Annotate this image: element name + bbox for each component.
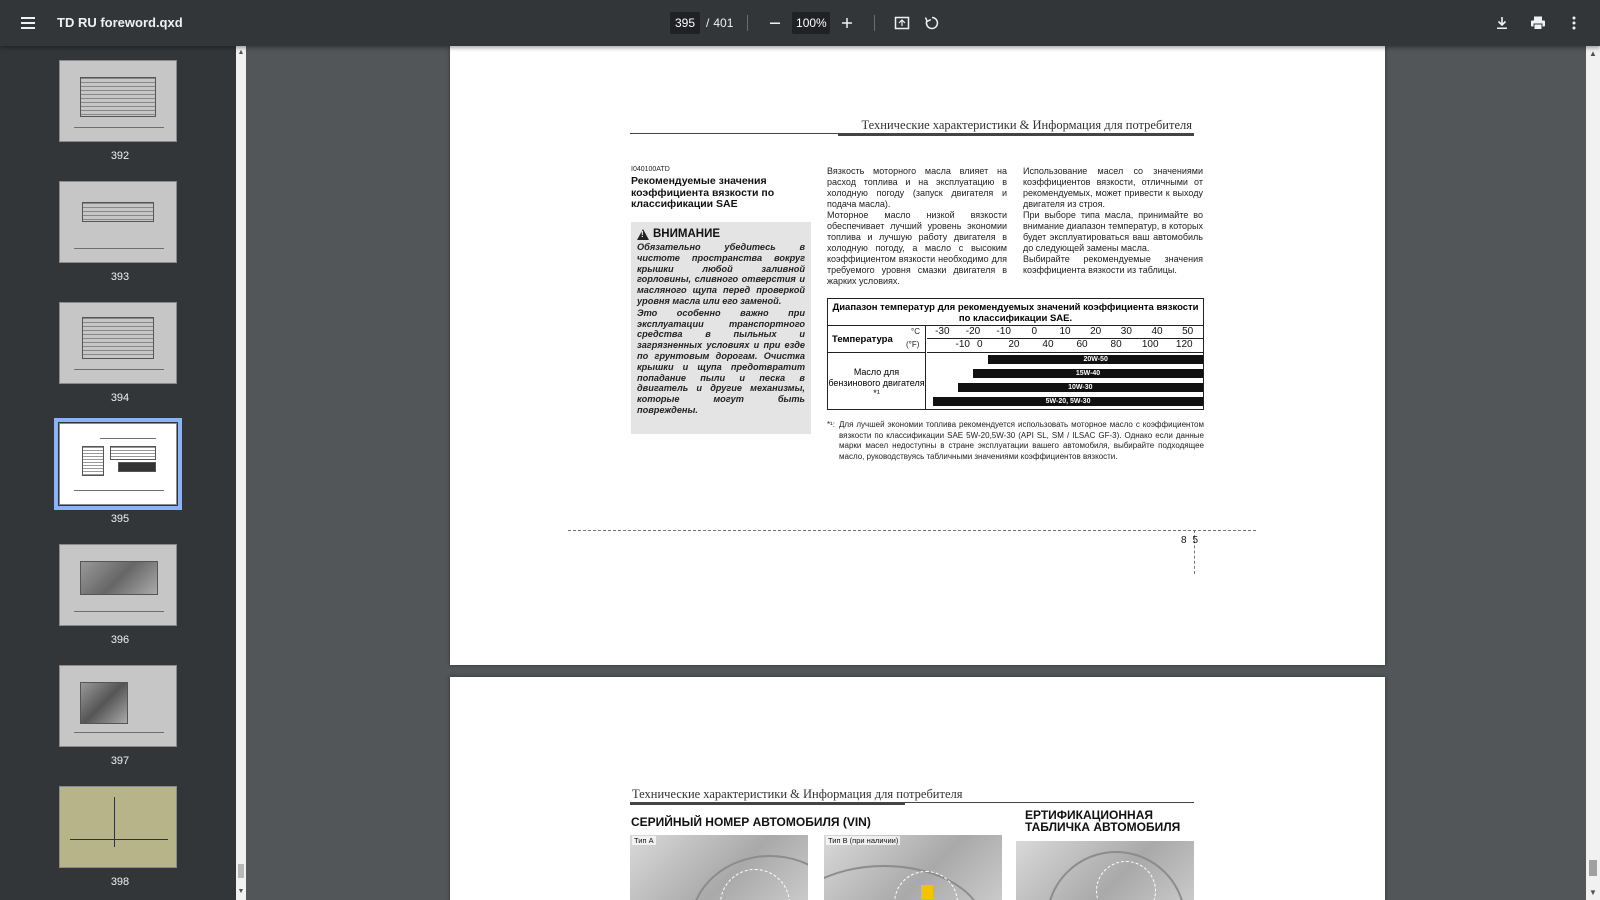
fahrenheit-tick: 100 xyxy=(1141,339,1159,350)
thumbnail-label: 396 xyxy=(110,634,130,646)
fahrenheit-tick: 20 xyxy=(1008,339,1020,350)
temperature-label: Температура xyxy=(828,326,926,353)
fahrenheit-scale xyxy=(927,339,1203,353)
thumbnail-image xyxy=(59,423,177,505)
thumbnail-page-397[interactable] xyxy=(55,665,181,767)
thumbnail-page-393[interactable] xyxy=(55,181,181,283)
thumbnail-page-394[interactable] xyxy=(55,302,181,404)
fahrenheit-tick: 40 xyxy=(1042,339,1054,350)
thumbnail-label: 393 xyxy=(110,271,130,283)
page-separator: / xyxy=(706,16,710,30)
unit-fahrenheit: (°F) xyxy=(906,340,920,349)
thumbnail-image xyxy=(59,302,177,384)
unit-celsius: °C xyxy=(911,327,920,336)
oil-type-label: Масло для бензинового двигателя *¹ xyxy=(828,353,926,410)
fahrenheit-tick: 80 xyxy=(1110,339,1122,350)
thumbnail-page-392[interactable] xyxy=(55,60,181,162)
vin-section-title: СЕРИЙНЫЙ НОМЕР АВТОМОБИЛЯ (VIN) xyxy=(631,815,871,829)
scroll-up-icon[interactable]: ▲ xyxy=(237,49,245,56)
page-number-input[interactable]: 395 xyxy=(670,12,700,34)
celsius-tick: -10 xyxy=(996,326,1011,337)
rotate-icon[interactable] xyxy=(919,12,945,34)
minus-icon[interactable] xyxy=(762,12,788,34)
page-zoom-controls xyxy=(670,12,945,34)
celsius-scale xyxy=(927,326,1203,339)
sidebar-scrollbar[interactable] xyxy=(236,46,246,900)
paragraph: Моторное масло низкой вязкости обеспечивает лучший уровень экономии топлива и лучшую работу двигателя в холодную погоду, а масло с высоким коэффициентом вязкости необходимо для требуемого уровня смазки двигателя в жарких условиях. xyxy=(827,210,1007,286)
celsius-tick: 40 xyxy=(1151,326,1163,337)
thumbnail-page-398[interactable] xyxy=(55,786,181,888)
thumbnail-image xyxy=(59,60,177,142)
sidebar-scroll-thumb[interactable] xyxy=(238,864,244,878)
thumbnail-page-395[interactable] xyxy=(55,423,181,525)
thumbnail-image xyxy=(59,786,177,868)
print-icon[interactable] xyxy=(1526,11,1550,35)
running-head-text: Технические характеристики & Информация для потребителя xyxy=(861,118,1192,132)
main-scroll-thumb[interactable] xyxy=(1589,860,1597,876)
thumbnail-image xyxy=(59,181,177,263)
warning-icon xyxy=(637,229,649,240)
photo-label: Тип В (при наличии) xyxy=(828,836,899,845)
menu-icon[interactable] xyxy=(16,11,40,35)
document-viewer[interactable] xyxy=(246,46,1586,900)
thumbnail-image xyxy=(59,665,177,747)
thumbnail-image xyxy=(59,544,177,626)
thumbnail-page-396[interactable] xyxy=(55,544,181,646)
section-title: Рекомендуемые значения коэффициента вязкости по классификации SAE xyxy=(631,175,775,210)
zoom-input[interactable]: 100% xyxy=(792,12,830,34)
more-vert-icon[interactable] xyxy=(1562,11,1586,35)
warning-box xyxy=(631,222,811,434)
running-head xyxy=(630,787,1194,803)
paragraph: Выбирайте рекомендуемые значения коэффициента вязкости из таблицы. xyxy=(1023,254,1203,275)
scroll-down-icon[interactable]: ▼ xyxy=(1589,888,1597,897)
text-column-2 xyxy=(827,166,1007,287)
paragraph: Вязкость моторного масла влияет на расход топлива и на эксплуатацию в холодную погоду (запуск двигателя и подача масла). xyxy=(827,166,1007,209)
vin-photo-type-a xyxy=(630,835,808,900)
section-code: I040100ATD xyxy=(631,166,670,173)
plus-icon[interactable] xyxy=(834,12,860,34)
paragraph: Использование масел со значениями коэффициентов вязкости, отличными от рекомендуемых, может привести к выходу двигателя из строя. xyxy=(1023,166,1203,209)
pdf-page-395 xyxy=(450,46,1385,665)
viscosity-bar: 5W-20, 5W-30 xyxy=(933,397,1203,406)
scroll-down-icon[interactable]: ▼ xyxy=(237,888,245,895)
warning-heading xyxy=(637,228,805,240)
plate-title-line: ЕРТИФИКАЦИОННАЯ xyxy=(1025,808,1154,822)
viscosity-bar: 10W-30 xyxy=(958,383,1203,392)
pdf-toolbar xyxy=(0,0,1600,46)
fahrenheit-tick: 0 xyxy=(977,339,983,350)
footnote xyxy=(827,420,1204,462)
running-head-text: Технические характеристики & Информация для потребителя xyxy=(632,787,963,801)
toolbar-divider xyxy=(874,15,875,31)
thumbnail-sidebar xyxy=(0,46,246,900)
celsius-tick: 50 xyxy=(1182,326,1194,337)
arrow-icon xyxy=(921,885,933,899)
celsius-tick: -30 xyxy=(935,326,950,337)
celsius-tick: 0 xyxy=(1031,326,1038,337)
running-head-rule xyxy=(838,133,1194,136)
fahrenheit-tick: -10 xyxy=(955,339,970,350)
footnote-text: Для лучшей экономии топлива рекомендуется использовать моторное масло с коэффициентом вязкости по классификации SAE 5W-20,5W-30 (API SL, SM / ILSAC GF-3). Однако если данные марки масел недоступны в стране эксплуатации вашего автомобиля, выбирайте подходящее масло, руководствуясь табличными значениями коэффициентов вязкости. xyxy=(839,420,1204,461)
toolbar-actions xyxy=(1490,11,1586,35)
celsius-tick: 30 xyxy=(1120,326,1132,337)
warning-paragraph: Это особенно важно при эксплуатации транспортного средства в пыльных и загрязненных условиях и при езде по грунтовым дорогам. Очистка крышки и щупа предотвратит попадание пыли и песка в двигатель и другие механизмы, которые могут быть повреждены. xyxy=(637,307,805,415)
toolbar-divider xyxy=(747,15,748,31)
document-title: TD RU foreword.qxd xyxy=(57,15,183,30)
running-head-rule xyxy=(630,802,905,805)
warning-paragraph: Обязательно убедитесь в чистоте пространства вокруг крышки любой заливной горловины, сливного отверстия и масляного щупа перед проверкой уровня масла или его заменой. xyxy=(637,242,805,306)
thumbnail-label: 394 xyxy=(110,392,130,404)
photo-label: Тип А xyxy=(634,836,654,845)
viscosity-bar: 20W-50 xyxy=(988,355,1203,364)
vin-photo-type-b xyxy=(824,835,1002,900)
pdf-page-396 xyxy=(450,677,1385,900)
plate-title-line: ТАБЛИЧКА АВТОМОБИЛЯ xyxy=(1025,820,1181,834)
celsius-tick: 20 xyxy=(1090,326,1102,337)
fahrenheit-tick: 120 xyxy=(1175,339,1193,350)
page-bottom-rule xyxy=(568,530,1256,531)
text-column-3 xyxy=(1023,166,1203,276)
warning-title: ВНИМАНИЕ xyxy=(653,228,721,240)
paragraph: При выборе типа масла, принимайте во внимание диапазон температур, в которых будет эксплуатироваться ваш автомобиль до следующей замены масла. xyxy=(1023,210,1203,253)
footnote-mark: *¹: xyxy=(827,420,835,429)
main-scrollbar[interactable] xyxy=(1586,46,1600,900)
download-icon[interactable] xyxy=(1490,11,1514,35)
plate-section-title xyxy=(1025,809,1180,833)
celsius-tick: 10 xyxy=(1059,326,1071,337)
running-head xyxy=(630,118,1194,134)
thumbnail-label: 395 xyxy=(110,513,130,525)
page-total: 401 xyxy=(713,16,734,30)
viscosity-table xyxy=(827,298,1204,410)
celsius-tick: -20 xyxy=(965,326,981,337)
plate-photo xyxy=(1016,841,1194,900)
fit-page-icon[interactable] xyxy=(889,12,915,34)
scroll-up-icon[interactable]: ▲ xyxy=(1589,49,1597,58)
page-number: 85 xyxy=(1181,535,1205,546)
thumbnail-label: 392 xyxy=(110,150,130,162)
thumbnail-label: 397 xyxy=(110,755,130,767)
viscosity-bars xyxy=(927,353,1203,410)
viscosity-bar: 15W-40 xyxy=(973,369,1203,378)
table-caption: Диапазон температур для рекомендуемых значений коэффициента вязкости по классификации SAE. xyxy=(828,299,1203,326)
thumbnail-label: 398 xyxy=(110,876,130,888)
fahrenheit-tick: 60 xyxy=(1076,339,1088,350)
